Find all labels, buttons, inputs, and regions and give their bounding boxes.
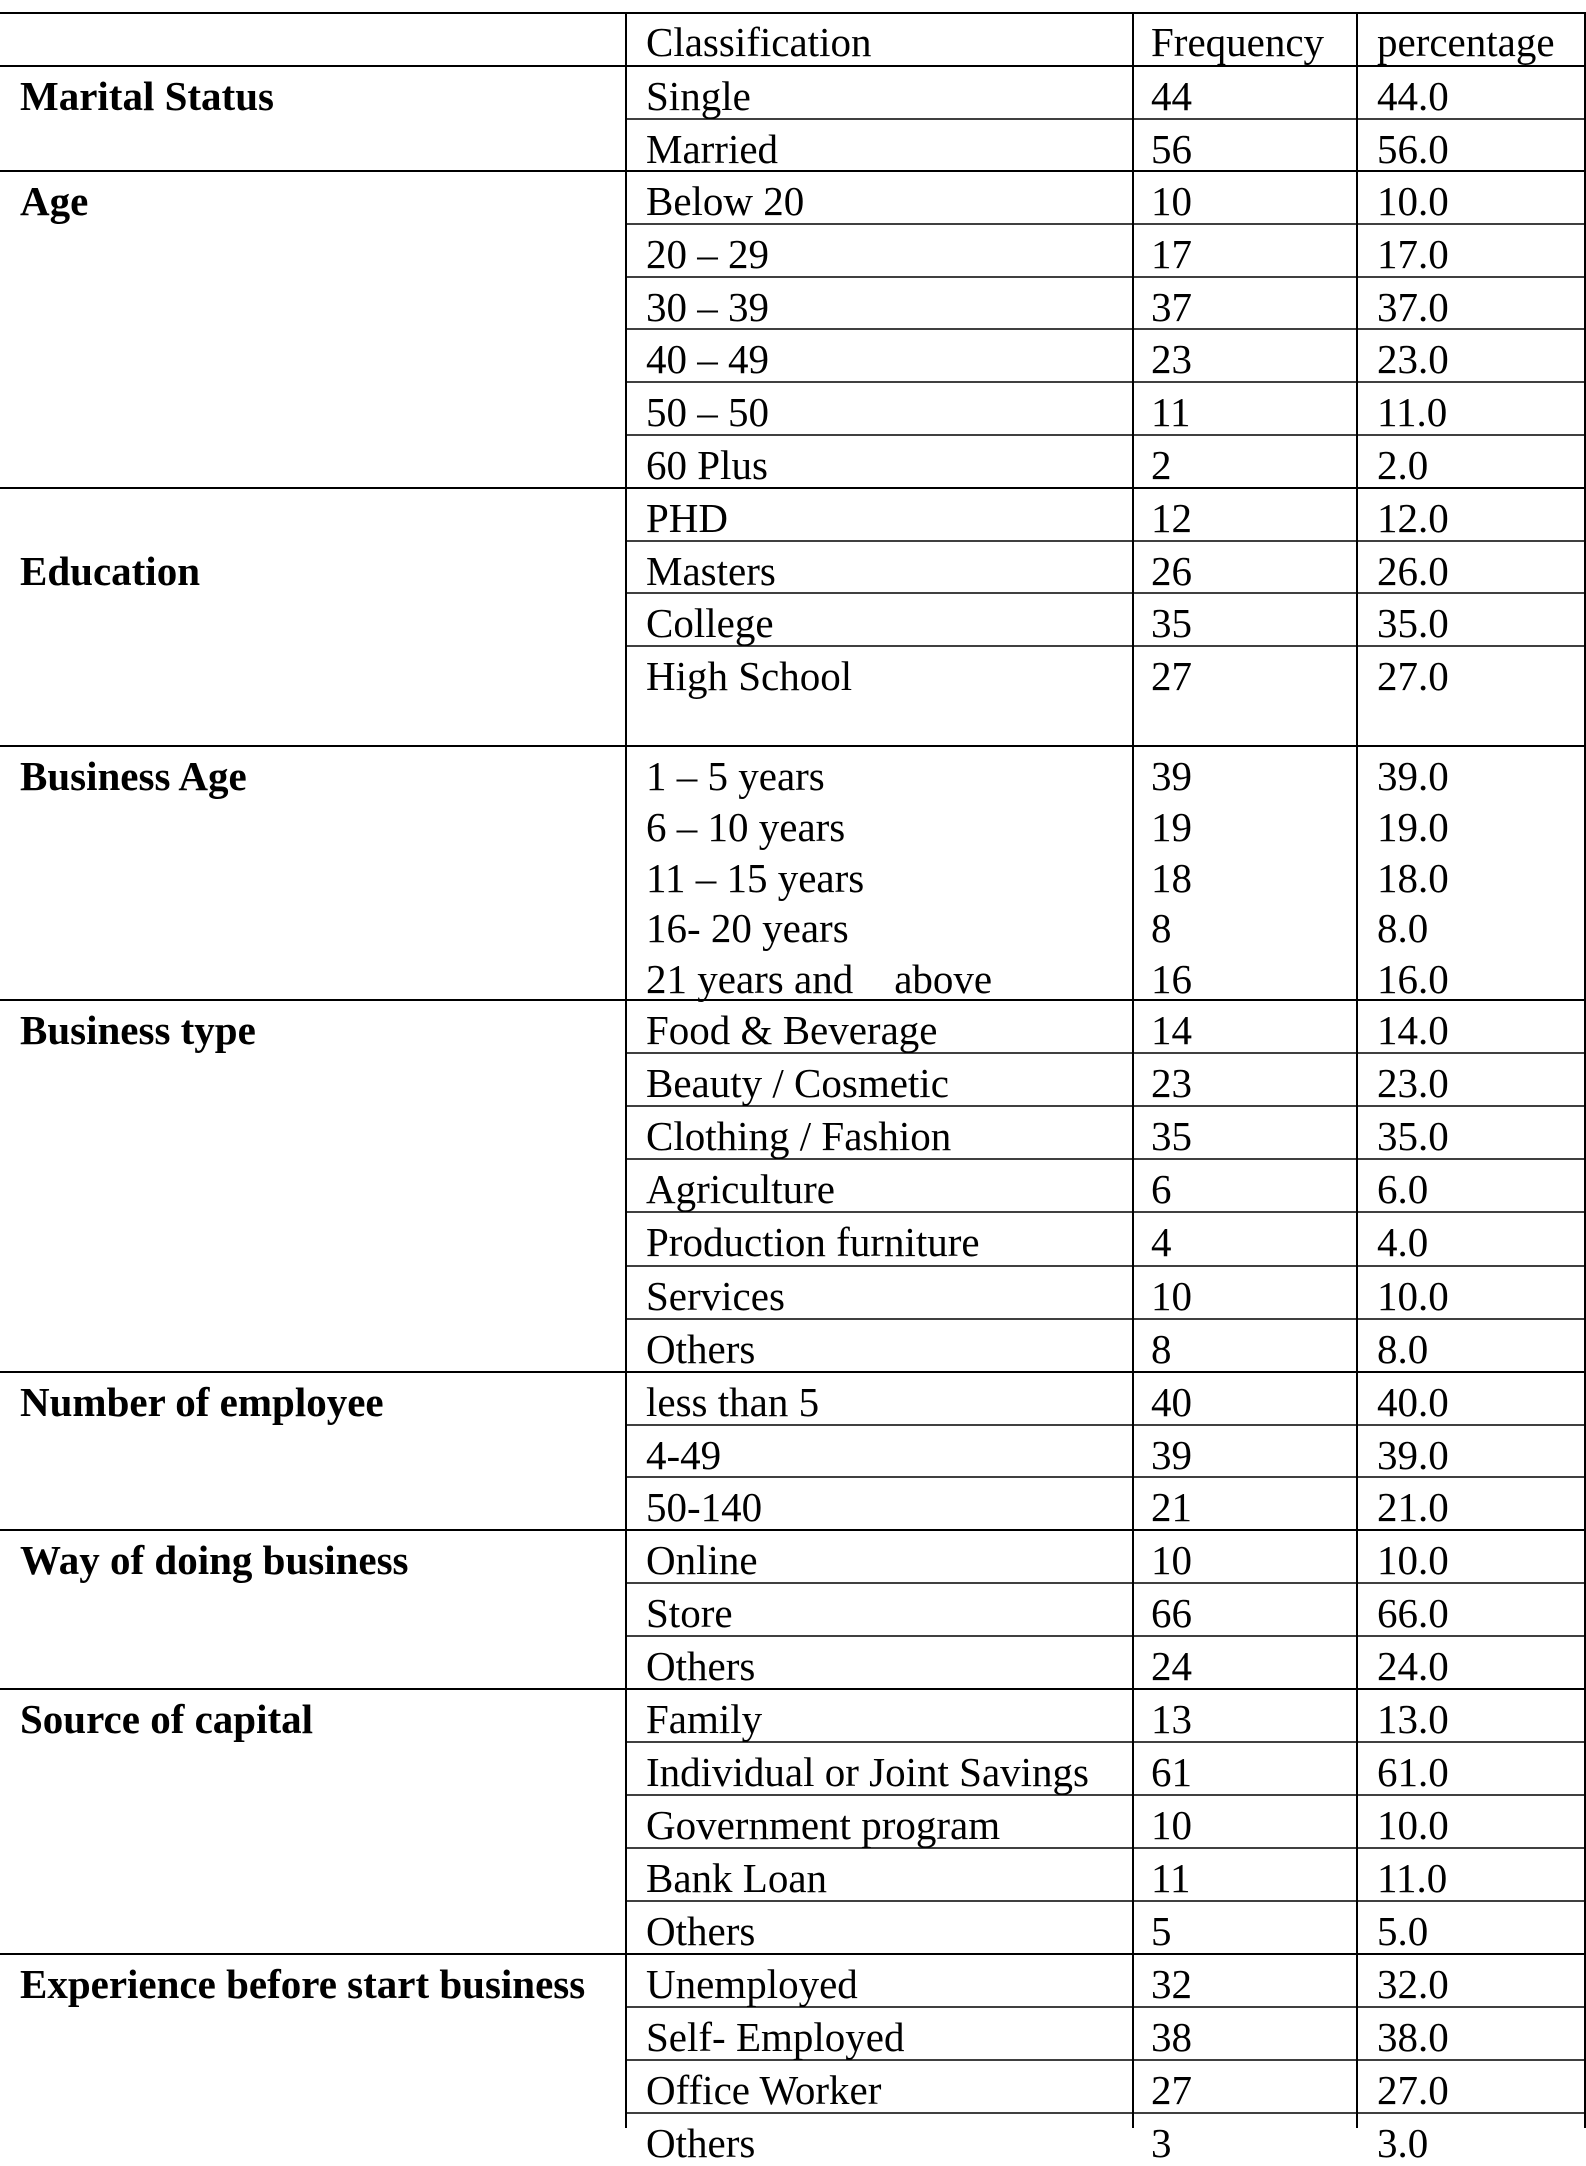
cell-frequency: 44 [1151,73,1192,119]
cell-classification: Food & Beverage [646,1007,938,1053]
cell-percentage: 39.0 [1377,753,1449,799]
header-classification: Classification [646,19,872,65]
cell-percentage: 10.0 [1377,1272,1449,1319]
cell-percentage: 12.0 [1377,495,1449,541]
cell-frequency: 13 [1151,1696,1192,1742]
cell-classification: Below 20 [646,178,805,224]
group-label: Age [20,178,89,224]
cell-percentage: 10.0 [1377,1802,1449,1848]
cell-classification: Others [646,1908,756,1954]
cell-percentage: 8.0 [1377,1325,1429,1372]
cell-percentage: 35.0 [1377,600,1449,646]
cell-classification: 1 – 5 years [646,753,825,799]
cell-frequency: 35 [1151,600,1192,646]
cell-percentage: 5.0 [1377,1908,1429,1954]
cell-frequency: 5 [1151,1908,1172,1954]
cell-percentage: 19.0 [1377,803,1449,850]
cell-classification: Single [646,73,751,119]
cell-frequency: 11 [1151,389,1191,436]
cell-classification: PHD [646,495,729,541]
cell-frequency: 66 [1151,1590,1192,1636]
cell-percentage: 24.0 [1377,1643,1449,1689]
cell-classification: 20 – 29 [646,230,769,277]
cell-frequency: 37 [1151,283,1192,330]
cell-percentage: 61.0 [1377,1749,1449,1795]
cell-classification: Others [646,1643,756,1689]
cell-frequency: 39 [1151,753,1192,799]
cell-percentage: 26.0 [1377,547,1449,594]
cell-frequency: 17 [1151,230,1192,277]
cell-frequency: 26 [1151,547,1192,594]
cell-frequency: 21 [1151,1484,1192,1531]
cell-percentage: 11.0 [1377,389,1448,436]
cell-percentage: 6.0 [1377,1166,1429,1213]
cell-frequency: 2 [1151,442,1172,488]
cell-frequency: 4 [1151,1219,1172,1266]
cell-frequency: 27 [1151,652,1192,699]
cell-percentage: 17.0 [1377,230,1449,277]
cell-percentage: 21.0 [1377,1484,1449,1531]
cell-classification: 16- 20 years [646,905,849,952]
group-label: Source of capital [20,1696,314,1742]
cell-classification: 30 – 39 [646,283,769,330]
cell-classification: Government program [646,1802,1001,1848]
cell-frequency: 35 [1151,1113,1192,1160]
cell-percentage: 4.0 [1377,1219,1429,1266]
cell-frequency: 14 [1151,1007,1192,1053]
cell-frequency: 27 [1151,2067,1192,2113]
cell-classification: Beauty / Cosmetic [646,1060,949,1107]
cell-frequency: 8 [1151,1325,1172,1372]
cell-percentage: 18.0 [1377,854,1449,901]
cell-percentage: 16.0 [1377,956,1449,1003]
cell-classification: Clothing / Fashion [646,1113,952,1160]
cell-classification: Masters [646,547,776,594]
cell-percentage: 11.0 [1377,1855,1448,1901]
cell-percentage: 35.0 [1377,1113,1449,1160]
cell-classification: 21 years and above [646,956,993,1003]
group-label: Experience before start business [20,1961,586,2007]
cell-frequency: 18 [1151,854,1192,901]
cell-classification: Married [646,125,779,172]
cell-percentage: 37.0 [1377,283,1449,330]
cell-frequency: 19 [1151,803,1192,850]
cell-percentage: 14.0 [1377,1007,1449,1053]
cell-percentage: 23.0 [1377,336,1449,383]
cell-classification: High School [646,652,853,699]
cell-frequency: 39 [1151,1431,1192,1478]
group-label: Number of employee [20,1379,384,1425]
cell-classification: 4-49 [646,1431,722,1478]
cell-frequency: 12 [1151,495,1192,541]
cell-classification: less than 5 [646,1379,820,1425]
cell-frequency: 23 [1151,1060,1192,1107]
cell-percentage: 23.0 [1377,1060,1449,1107]
cell-classification: College [646,600,774,646]
cell-classification: 6 – 10 years [646,803,846,850]
cell-percentage: 27.0 [1377,2067,1449,2113]
cell-percentage: 2.0 [1377,442,1429,488]
cell-frequency: 40 [1151,1379,1192,1425]
cell-classification: 50 – 50 [646,389,769,436]
group-label: Education [20,548,200,594]
cell-classification: Family [646,1696,763,1742]
cell-classification: 11 – 15 years [646,854,865,901]
cell-classification: Others [646,1325,756,1372]
cell-percentage: 13.0 [1377,1696,1449,1742]
cell-percentage: 66.0 [1377,1590,1449,1636]
cell-frequency: 10 [1151,178,1192,224]
cell-classification: Store [646,1590,733,1636]
cell-classification: 40 – 49 [646,336,769,383]
cell-classification: Office Worker [646,2067,882,2113]
cell-percentage: 32.0 [1377,1961,1449,2007]
header-frequency: Frequency [1151,19,1325,65]
cell-classification: Others [646,2120,756,2166]
cell-classification: Production furniture [646,1219,980,1266]
cell-frequency: 10 [1151,1272,1192,1319]
cell-classification: Agriculture [646,1166,835,1213]
cell-classification: Individual or Joint Savings [646,1749,1090,1795]
cell-percentage: 27.0 [1377,652,1449,699]
cell-percentage: 10.0 [1377,1537,1449,1583]
cell-percentage: 8.0 [1377,905,1429,952]
cell-frequency: 23 [1151,336,1192,383]
cell-percentage: 10.0 [1377,178,1449,224]
cell-classification: Services [646,1272,785,1319]
cell-frequency: 8 [1151,905,1172,952]
cell-classification: 60 Plus [646,442,768,488]
cell-frequency: 24 [1151,1643,1192,1689]
group-label: Business type [20,1007,256,1053]
cell-frequency: 6 [1151,1166,1172,1213]
cell-percentage: 38.0 [1377,2014,1449,2060]
group-label: Way of doing business [20,1537,409,1583]
cell-frequency: 3 [1151,2120,1172,2166]
cell-percentage: 40.0 [1377,1379,1449,1425]
cell-classification: Online [646,1537,758,1583]
cell-frequency: 38 [1151,2014,1192,2060]
cell-classification: Unemployed [646,1961,858,2007]
cell-frequency: 32 [1151,1961,1192,2007]
cell-percentage: 56.0 [1377,125,1449,172]
cell-percentage: 44.0 [1377,73,1449,119]
cell-frequency: 11 [1151,1855,1191,1901]
cell-classification: Bank Loan [646,1855,828,1901]
cell-frequency: 16 [1151,956,1192,1003]
group-label: Marital Status [20,73,274,119]
cell-frequency: 61 [1151,1749,1192,1795]
cell-classification: Self- Employed [646,2014,905,2060]
cell-percentage: 3.0 [1377,2120,1429,2166]
cell-frequency: 56 [1151,125,1192,172]
cell-classification: 50-140 [646,1484,763,1531]
cell-frequency: 10 [1151,1802,1192,1848]
group-label: Business Age [20,753,247,799]
cell-percentage: 39.0 [1377,1431,1449,1478]
cell-frequency: 10 [1151,1537,1192,1583]
header-percentage: percentage [1377,19,1555,65]
